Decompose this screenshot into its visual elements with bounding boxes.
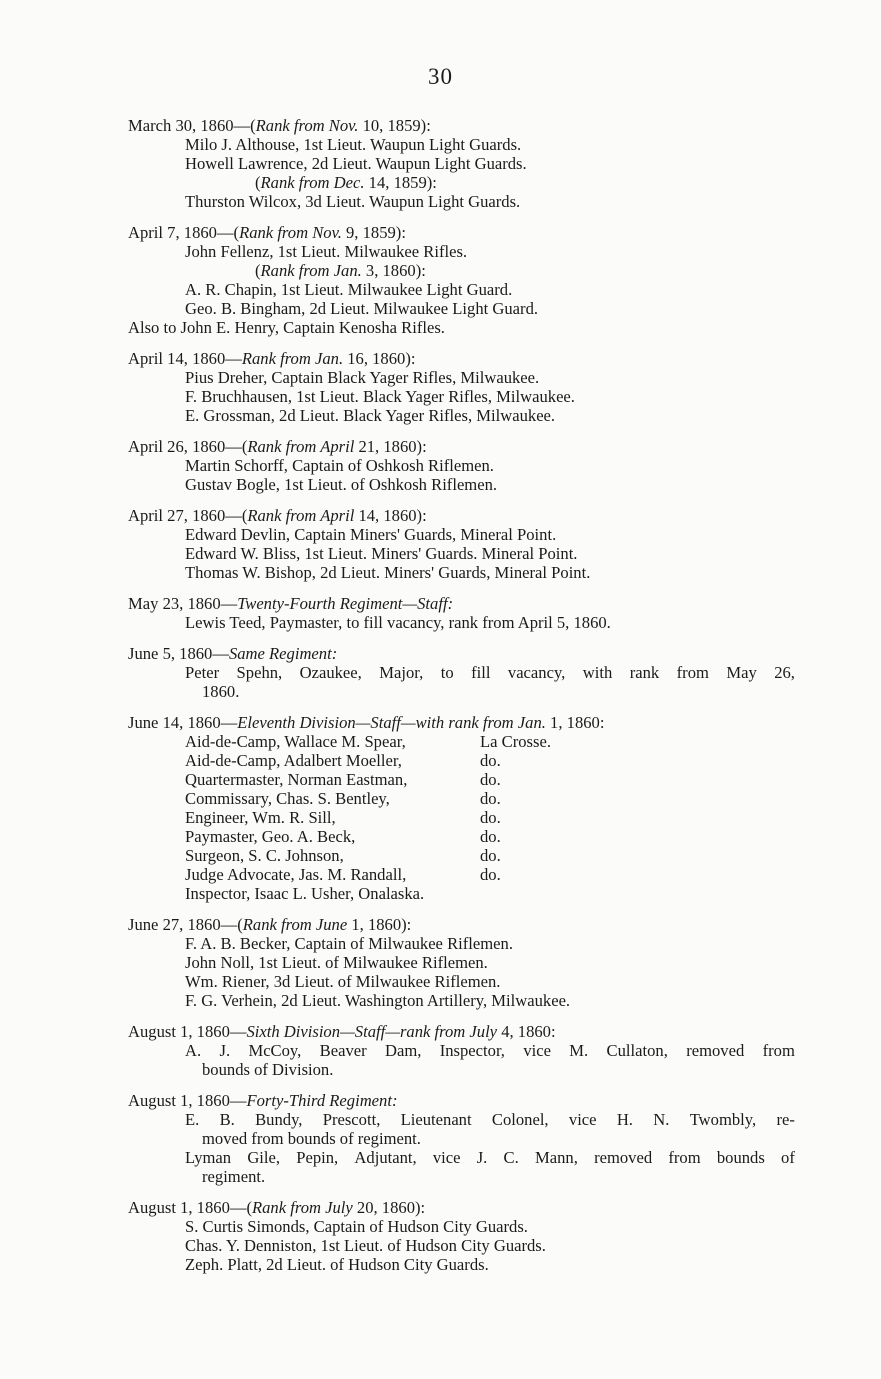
appointment-line: Edward Devlin, Captain Miners' Guards, Mineral Point.: [185, 525, 557, 544]
entry-heading-rank: Rank from April: [247, 506, 355, 525]
staff-row: [0, 808, 881, 827]
appointment-entry: [0, 116, 881, 211]
word: H.: [616, 1110, 633, 1129]
rank-subheading-date: (: [255, 261, 261, 280]
staff-name: Paymaster, Geo. A. Beck,: [185, 827, 356, 846]
appointment-entry: [0, 1091, 881, 1186]
appointment-entry: [0, 1022, 881, 1079]
word: Colonel,: [491, 1110, 549, 1129]
entry-heading: [0, 594, 881, 613]
word: Spehn,: [236, 663, 283, 682]
wrapped-continuation: 1860.: [202, 682, 240, 701]
word: rank: [629, 663, 660, 682]
word: from: [762, 1041, 795, 1060]
entry-heading: [0, 349, 881, 368]
word: B.: [219, 1110, 235, 1129]
entry-heading-rank-date: 16, 1860):: [343, 349, 416, 368]
entry-heading-rank-date: 1, 1860):: [347, 915, 412, 934]
rank-subheading-rank: Rank from Dec.: [260, 173, 365, 192]
word: vice: [568, 1110, 597, 1129]
entry-heading-date: June 14, 1860—: [128, 713, 238, 732]
word: removed: [686, 1041, 745, 1060]
word: Adjutant,: [354, 1148, 417, 1167]
staff-place: La Crosse.: [480, 732, 551, 751]
entry-heading-rank: Rank from July: [252, 1198, 353, 1217]
staff-row: [0, 884, 881, 903]
entry-heading-rank: Eleventh Division—Staff—with rank from Jan.: [237, 713, 546, 732]
appointment-line: John Noll, 1st Lieut. of Milwaukee Riflemen.: [185, 953, 488, 972]
staff-name: Judge Advocate, Jas. M. Randall,: [185, 865, 407, 884]
appointment-line: Gustav Bogle, 1st Lieut. of Oshkosh Riflemen.: [185, 475, 498, 494]
word: Dam,: [384, 1041, 422, 1060]
word: E.: [185, 1110, 200, 1129]
appointment-entry: [0, 713, 881, 903]
word: Ozaukee,: [299, 663, 362, 682]
staff-name: Aid-de-Camp, Adalbert Moeller,: [185, 751, 402, 770]
word: N.: [653, 1110, 670, 1129]
word: vice: [523, 1041, 551, 1060]
word: J.: [476, 1148, 488, 1167]
appointments-list: [0, 116, 881, 1286]
word: C.: [503, 1148, 519, 1167]
entry-heading-date: March 30, 1860—(: [128, 116, 256, 135]
appointment-line: F. A. B. Becker, Captain of Milwaukee Riflemen.: [185, 934, 513, 953]
entry-heading-date: April 27, 1860—(: [128, 506, 248, 525]
wrapped-entry: [0, 1110, 795, 1148]
word: M.: [569, 1041, 589, 1060]
word: fill: [471, 663, 491, 682]
appointment-line: Zeph. Platt, 2d Lieut. of Hudson City Guards.: [185, 1255, 489, 1274]
word: Cullaton,: [606, 1041, 668, 1060]
wrapped-first-line: [185, 1148, 795, 1167]
appointment-entry: [0, 223, 881, 337]
wrapped-first-line: [185, 1110, 795, 1129]
appointment-entry: [0, 437, 881, 494]
entry-heading: [0, 713, 881, 732]
staff-place: do.: [480, 827, 501, 846]
word: Major,: [379, 663, 424, 682]
word: Lieutenant: [400, 1110, 472, 1129]
word: of: [781, 1148, 795, 1167]
word: from: [668, 1148, 701, 1167]
word: McCoy,: [248, 1041, 302, 1060]
staff-place: do.: [480, 789, 501, 808]
rank-subheading-rank-date: 3, 1860):: [361, 261, 426, 280]
staff-name: Inspector, Isaac L. Usher, Onalaska.: [185, 884, 425, 903]
appointment-line: Edward W. Bliss, 1st Lieut. Miners' Guards. Mineral Point.: [185, 544, 578, 563]
entry-heading: [0, 437, 881, 456]
appointment-entry: [0, 506, 881, 582]
entry-heading: [0, 915, 881, 934]
entry-heading-rank-date: 10, 1859):: [358, 116, 431, 135]
wrapped-entry: [0, 1148, 795, 1186]
staff-name: Commissary, Chas. S. Bentley,: [185, 789, 390, 808]
entry-heading-date: April 26, 1860—(: [128, 437, 248, 456]
appointment-line: E. Grossman, 2d Lieut. Black Yager Rifles, Milwaukee.: [185, 406, 556, 425]
word: Peter: [185, 663, 220, 682]
appointment-line: Thomas W. Bishop, 2d Lieut. Miners' Guards, Mineral Point.: [185, 563, 591, 582]
appointment-line: Wm. Riener, 3d Lieut. of Milwaukee Riflemen.: [185, 972, 501, 991]
word: 26,: [774, 663, 795, 682]
entry-heading: [0, 1091, 881, 1110]
staff-row: [0, 865, 881, 884]
entry-heading: [0, 1022, 881, 1041]
appointment-line: F. Bruchhausen, 1st Lieut. Black Yager Rifles, Milwaukee.: [185, 387, 575, 406]
appointment-line: S. Curtis Simonds, Captain of Hudson City Guards.: [185, 1217, 528, 1236]
appointment-line: Geo. B. Bingham, 2d Lieut. Milwaukee Light Guard.: [185, 299, 539, 318]
staff-row: [0, 827, 881, 846]
word: Inspector,: [439, 1041, 505, 1060]
word: with: [582, 663, 613, 682]
word: Mann,: [534, 1148, 578, 1167]
rank-subheading-rank: Rank from Jan.: [260, 261, 362, 280]
word: re-: [776, 1110, 795, 1129]
appointment-entry: [0, 349, 881, 425]
appointment-line: Pius Dreher, Captain Black Yager Rifles, Milwaukee.: [185, 368, 540, 387]
word: Pepin,: [296, 1148, 339, 1167]
entry-heading-rank: Rank from Nov.: [255, 116, 359, 135]
entry-heading-rank-date: 9, 1859):: [341, 223, 406, 242]
rank-subheading-rank-date: 14, 1859):: [364, 173, 437, 192]
word: Beaver: [319, 1041, 367, 1060]
staff-place: do.: [480, 808, 501, 827]
entry-heading-date: April 7, 1860—(: [128, 223, 240, 242]
appointment-line: Thurston Wilcox, 3d Lieut. Waupun Light Guards.: [185, 192, 521, 211]
appointment-entry: [0, 594, 881, 632]
appointment-line: F. G. Verhein, 2d Lieut. Washington Artillery, Milwaukee.: [185, 991, 571, 1010]
word: A.: [185, 1041, 202, 1060]
appointment-entry: [0, 1198, 881, 1274]
appointment-entry: [0, 644, 881, 701]
staff-name: Quartermaster, Norman Eastman,: [185, 770, 408, 789]
word: Twombly,: [689, 1110, 757, 1129]
staff-name: Surgeon, S. C. Johnson,: [185, 846, 344, 865]
entry-heading-rank-date: 14, 1860):: [354, 506, 427, 525]
appointment-line: Howell Lawrence, 2d Lieut. Waupun Light Guards.: [185, 154, 527, 173]
entry-heading-date: August 1, 1860—(: [128, 1198, 252, 1217]
entry-heading-date: June 27, 1860—(: [128, 915, 243, 934]
appointment-line: Martin Schorff, Captain of Oshkosh Riflemen.: [185, 456, 494, 475]
staff-row: [0, 732, 881, 751]
staff-name: Aid-de-Camp, Wallace M. Spear,: [185, 732, 406, 751]
entry-heading-date: May 23, 1860—: [128, 594, 238, 613]
entry-heading-date: August 1, 1860—: [128, 1022, 247, 1041]
entry-heading-date: June 5, 1860—: [128, 644, 229, 663]
entry-heading: [0, 116, 881, 135]
word: Lyman: [185, 1148, 232, 1167]
word: to: [440, 663, 454, 682]
entry-heading-rank: Twenty-Fourth Regiment—Staff:: [237, 594, 454, 613]
entry-heading: [0, 223, 881, 242]
entry-heading-rank: Rank from June: [242, 915, 348, 934]
appointment-line: John Fellenz, 1st Lieut. Milwaukee Rifles.: [185, 242, 468, 261]
appointment-entry: [0, 915, 881, 1010]
entry-heading-rank-date: 20, 1860):: [352, 1198, 426, 1217]
rank-subheading: [0, 173, 881, 192]
wrapped-first-line: [185, 1041, 795, 1060]
word: removed: [594, 1148, 653, 1167]
staff-place: do.: [480, 751, 501, 770]
wrapped-continuation: moved from bounds of regiment.: [202, 1129, 421, 1148]
staff-place: do.: [480, 846, 501, 865]
word: May: [726, 663, 757, 682]
wrapped-continuation: bounds of Division.: [202, 1060, 334, 1079]
rank-subheading-date: (: [255, 173, 261, 192]
staff-row: [0, 770, 881, 789]
page-number: 30: [428, 64, 453, 89]
wrapped-entry: [0, 1041, 795, 1079]
entry-heading-rank: Sixth Division—Staff—rank from July: [246, 1022, 498, 1041]
staff-row: [0, 846, 881, 865]
word: bounds: [716, 1148, 765, 1167]
word: Prescott,: [322, 1110, 381, 1129]
entry-heading-rank: Same Regiment:: [228, 644, 338, 663]
word: from: [676, 663, 709, 682]
staff-place: do.: [480, 770, 501, 789]
entry-heading-rank: Forty-Third Regiment:: [246, 1091, 398, 1110]
also-line: Also to John E. Henry, Captain Kenosha Rifles.: [128, 318, 445, 337]
entry-heading-date: April 14, 1860—: [128, 349, 242, 368]
entry-heading: [0, 1198, 881, 1217]
entry-heading-rank-date: 4, 1860:: [497, 1022, 556, 1041]
entry-heading-rank: Rank from Jan.: [241, 349, 344, 368]
word: J.: [219, 1041, 231, 1060]
appointment-line: A. R. Chapin, 1st Lieut. Milwaukee Light Guard.: [185, 280, 513, 299]
appointment-line: Lewis Teed, Paymaster, to fill vacancy, rank from April 5, 1860.: [185, 613, 611, 632]
entry-heading: [0, 506, 881, 525]
word: Bundy,: [255, 1110, 303, 1129]
word: Gile,: [247, 1148, 281, 1167]
entry-heading-date: August 1, 1860—: [128, 1091, 247, 1110]
entry-heading-rank-date: 1, 1860:: [545, 713, 605, 732]
wrapped-entry: [0, 663, 795, 701]
staff-name: Engineer, Wm. R. Sill,: [185, 808, 336, 827]
wrapped-continuation: regiment.: [202, 1167, 266, 1186]
word: vacancy,: [507, 663, 566, 682]
word: vice: [432, 1148, 461, 1167]
appointment-line: Milo J. Althouse, 1st Lieut. Waupun Light Guards.: [185, 135, 522, 154]
entry-heading: [0, 644, 881, 663]
appointment-line: Chas. Y. Denniston, 1st Lieut. of Hudson City Guards.: [185, 1236, 546, 1255]
staff-place: do.: [480, 865, 501, 884]
entry-heading-rank-date: 21, 1860):: [354, 437, 427, 456]
staff-row: [0, 789, 881, 808]
rank-subheading: [0, 261, 881, 280]
wrapped-first-line: [185, 663, 795, 682]
entry-heading-rank: Rank from Nov.: [239, 223, 342, 242]
staff-row: [0, 751, 881, 770]
entry-heading-rank: Rank from April: [247, 437, 355, 456]
